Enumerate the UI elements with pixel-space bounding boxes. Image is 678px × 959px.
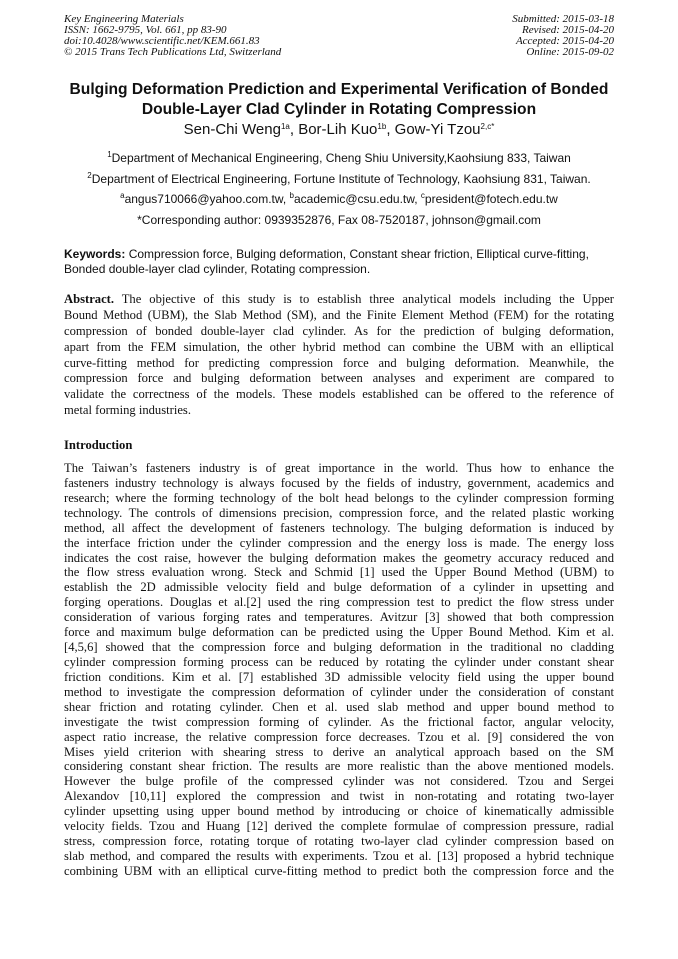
text-line: combining UBM with an elliptical curve-fitting method to predict both the compression force and the [64,863,614,878]
author-list [40,121,638,139]
affiliation [40,169,638,190]
text-line: investigate the twist compression forming of cylinder. As the frictional factor, angular velocity, [64,714,614,729]
copyright-line: © 2015 Trans Tech Publications Ltd, Switzerland [64,46,282,58]
text-line: method to investigate the compression deformation of cylinder under the consideration of constant [64,684,614,699]
accepted-date: Accepted: 2015-04-20 [515,35,614,47]
keywords-text: Compression force, Bulging deformation, Constant shear friction, Elliptical curve-fitting, [125,247,589,261]
text-line: Bound Method (UBM), the Slab Method (SM), and the Finite Element Method (FEM) for the rotating [64,307,614,322]
emails [40,189,638,210]
affiliation-text: Department of Electrical Engineering, Fortune Institute of Technology, Kaohsiung 831, Taiwan. [91,171,591,186]
email-sup: a [120,191,125,201]
submitted-date: Submitted: 2015-03-18 [512,13,614,25]
text-line: metal forming industries. [64,403,191,418]
abstract-label: Abstract. [64,292,115,306]
section-heading-introduction: Introduction [64,438,133,452]
text-line: validate the correctness of the models. These models established can be offered to the reference of [64,387,614,402]
email: angus710066@yahoo.com.tw, [124,192,290,207]
text-line: slab method, and compared the results with experiments. Tzou et al. [13] proposed a hybrid technique [64,848,614,863]
paper-title [40,80,638,120]
online-date: Online: 2015-09-02 [526,46,614,58]
abstract-line [64,292,614,308]
text-line: Alexandov [10,11] explored the compression and twist in non-rotating and rotating two-layer [64,789,614,804]
author-sup: 2,c* [480,122,495,131]
text-line: research; where the forming technology of the bolt head belongs to the cylinder compression forming [64,490,614,505]
journal-info [64,14,281,58]
author-sep: , [289,121,299,138]
keywords [64,247,614,277]
email: president@fotech.edu.tw [424,192,558,207]
text-line: technology. The controls of dimensions precision, compression force, and the related plastic working [64,505,614,520]
journal-name: Key Engineering Materials [64,13,184,25]
text-line: [4,5,6] showed that the compression force and bulging deformation in the traditional no cladding [64,640,614,655]
corresponding-author: *Corresponding author: 0939352876, Fax 08-7520187, johnson@gmail.com [137,213,541,228]
author-sup: 1b [377,122,387,131]
text-line: consideration of various forging rates and temperatures. Avitzur [3] showed that both compression [64,610,614,625]
title-line: Bulging Deformation Prediction and Experimental Verification of Bonded [69,81,609,98]
text-line: velocity fields. Tzou and Huang [12] derived the complete formulae of compression pressure, radial [64,819,614,834]
affiliation-text: Department of Mechanical Engineering, Cheng Shiu University,Kaohsiung 833, Taiwan [111,151,571,165]
keywords-text: Bonded double-layer clad cylinder, Rotating compression. [64,262,371,276]
affiliation-sup: 2 [87,170,92,180]
abstract-text: The objective of this study is to establish three analytical models including the Upper [114,292,614,306]
text-line: cylinder compression forming process can be reduced by rotating the cylinder under constant shear [64,654,614,669]
text-line: However the bulge profile of the compressed cylinder was not considered. Tzou and Sergei [64,774,614,789]
text-line: compression of bonded double-layer clad cylinder. As for the prediction of bulging deformation, [64,323,614,338]
text-line: aspect ratio increase, the relative compression force decreases. Tzou et al. [9] considered the von [64,729,614,744]
revised-date: Revised: 2015-04-20 [522,24,614,36]
author-name: Gow-Yi Tzou [394,121,481,138]
author-sep: , [386,121,395,138]
text-line: compression force and bulging deformation between analyses and experiment are compared to [64,371,614,386]
author-sup: 1a [280,122,290,131]
affiliations [40,148,638,231]
text-line: cylinder upsetting using upper bound method by introducing or choice of kinematically admissible [64,804,614,819]
affiliation-sup: 1 [107,150,112,159]
text-line: The Taiwan’s fasteners industry is of great importance in the world. Thus how to enhance the [64,461,614,475]
publication-dates [512,14,614,58]
text-line: friction conditions. Kim et al. [7] established 3D admissible velocity field using the upper bound [64,669,614,684]
email: academic@csu.edu.tw, [294,192,421,207]
text-line: establish the 2D admissible velocity field and bulge deformation of a cylinder in upsetting and [64,580,614,595]
introduction-body [64,461,614,879]
text-line: the interface friction under the cylinder compression and the energy loss is made. The energy loss [64,535,614,550]
email-sup: c [420,191,425,201]
text-line: indicates the cost raise, however the bulging deformation makes the geometry accuracy reduced and [64,550,614,565]
email-sup: b [289,191,294,201]
title-line: Double-Layer Clad Cylinder in Rotating Compression [141,101,537,118]
text-line: fasteners industry technology is always focused by the fields of industry, government, academics and [64,475,614,490]
author-name: Bor-Lih Kuo [298,121,378,138]
text-line: considering constant shear friction. The results are more realistic than the above mentioned models. [64,759,614,774]
text-line: the flow stress evaluation wrong. Steck and Schmid [1] used the Upper Bound Method (UBM) to [64,565,614,580]
text-line: Mises yield criterion with shearing stress to derive an analytical approach based on the SM [64,744,614,759]
text-line: apart from the FEM simulation, the other hybrid method can combine the UBM with an elliptical [64,339,614,354]
text-line: force and maximum bulge deformation can be predicted using the Upper Bound Method. Kim et al. [64,625,614,640]
text-line: curve-fitting method for predicting compression force and bulging deformation. Meanwhile, the [64,355,614,370]
doi-line: doi:10.4028/www.scientific.net/KEM.661.83 [64,35,260,47]
text-line: shear friction and rotating cylinder. Chen et al. used slab method and upper bound method to [64,699,614,714]
keywords-label: Keywords: [64,247,126,261]
affiliation [40,148,638,169]
abstract [64,292,614,419]
text-line: stress, compression force, rotating torque of rotating two-layer clad cylinder compression based on [64,834,614,849]
text-line: method, all affect the development of fasteners technology. The bulging deformation is induced by [64,520,614,535]
text-line: forging operations. Douglas et al.[2] used the ring compression test to predict the flow stress under [64,595,614,610]
author-name: Sen-Chi Weng [183,121,281,138]
issn-line: ISSN: 1662-9795, Vol. 661, pp 83-90 [64,24,227,36]
